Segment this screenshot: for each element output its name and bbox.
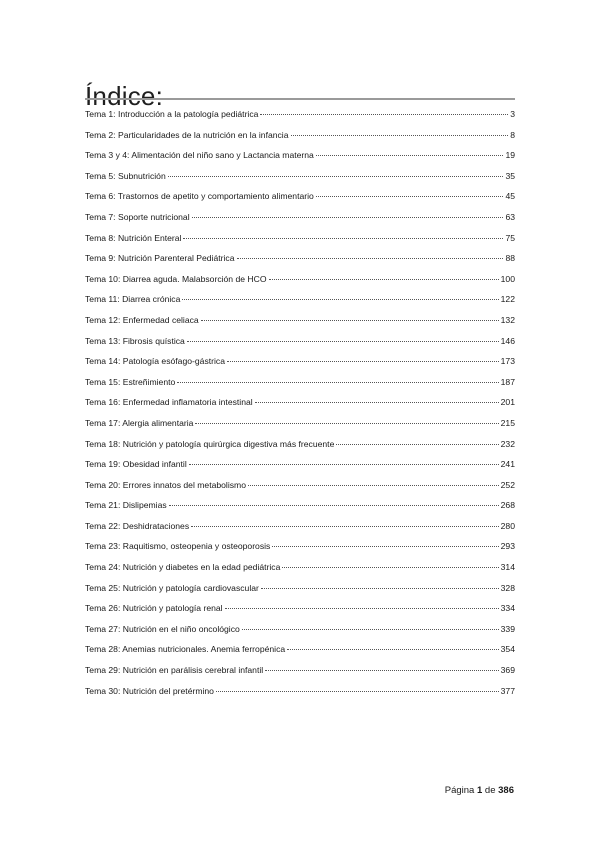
toc-entry[interactable]	[85, 458, 515, 479]
toc-entry[interactable]	[85, 582, 515, 603]
toc-entry-page-number: 241	[500, 459, 515, 470]
toc-dot-leader	[265, 663, 498, 671]
toc-dot-leader	[291, 128, 509, 136]
toc-entry-label: Tema 14: Patología esófago-gástrica	[85, 356, 225, 367]
toc-dot-leader	[227, 354, 499, 362]
footer-prefix: Página	[444, 785, 475, 796]
toc-entry-page-number: 19	[505, 150, 515, 161]
toc-entry-page-number: 377	[500, 685, 515, 696]
toc-entry[interactable]	[85, 190, 515, 211]
toc-entry-page-number: 146	[500, 335, 515, 346]
toc-dot-leader	[316, 189, 504, 197]
toc-dot-leader	[191, 519, 499, 527]
toc-dot-leader	[195, 416, 498, 424]
toc-entry[interactable]	[85, 520, 515, 541]
toc-entry[interactable]	[85, 108, 515, 129]
toc-entry-label: Tema 21: Dislipemias	[85, 500, 167, 511]
toc-entry-page-number: 122	[500, 294, 515, 305]
toc-dot-leader	[192, 210, 504, 218]
toc-entry[interactable]	[85, 623, 515, 644]
toc-entry-label: Tema 3 y 4: Alimentación del niño sano y Lactancia materna	[85, 150, 314, 161]
toc-entry-label: Tema 10: Diarrea aguda. Malabsorción de HCO	[85, 273, 267, 284]
toc-entry-page-number: 268	[500, 500, 515, 511]
toc-entry-page-number: 339	[500, 623, 515, 634]
toc-dot-leader	[282, 560, 498, 568]
toc-dot-leader	[183, 231, 503, 239]
toc-entry-page-number: 3	[510, 109, 515, 119]
toc-entry[interactable]	[85, 355, 515, 376]
toc-entry-page-number: 369	[500, 665, 515, 676]
toc-dot-leader	[187, 334, 499, 342]
table-of-contents	[85, 108, 515, 705]
toc-entry-label: Tema 12: Enfermedad celiaca	[85, 314, 199, 325]
toc-dot-leader	[182, 292, 498, 300]
toc-entry[interactable]	[85, 396, 515, 417]
toc-entry-page-number: 280	[500, 520, 515, 531]
toc-entry-page-number: 252	[500, 479, 515, 490]
toc-entry-page-number: 173	[500, 356, 515, 367]
footer-separator: de	[484, 785, 496, 796]
toc-entry-page-number: 187	[500, 376, 515, 387]
toc-entry[interactable]	[85, 664, 515, 685]
toc-entry-label: Tema 9: Nutrición Parenteral Pediátrica	[85, 253, 235, 264]
toc-entry-label: Tema 2: Particularidades de la nutrición en la infancia	[85, 129, 289, 140]
toc-entry[interactable]	[85, 314, 515, 335]
toc-entry-label: Tema 16: Enfermedad inflamatoria intestinal	[85, 397, 253, 408]
toc-entry-page-number: 314	[500, 562, 515, 573]
toc-entry-page-number: 232	[500, 438, 515, 449]
toc-entry-label: Tema 26: Nutrición y patología renal	[85, 603, 223, 614]
toc-dot-leader	[269, 272, 499, 280]
footer-current-page: 1	[476, 785, 483, 796]
toc-dot-leader	[189, 457, 499, 465]
toc-entry[interactable]	[85, 376, 515, 397]
toc-entry-label: Tema 11: Diarrea crónica	[85, 294, 181, 305]
toc-entry[interactable]	[85, 685, 515, 706]
toc-entry-label: Tema 23: Raquitismo, osteopenia y osteoporosis	[85, 541, 271, 552]
toc-entry-page-number: 63	[505, 211, 515, 222]
toc-entry-label: Tema 30: Nutrición del pretérmino	[85, 685, 214, 696]
toc-entry-label: Tema 27: Nutrición en el niño oncológico	[85, 623, 240, 634]
toc-dot-leader	[248, 478, 499, 486]
toc-dot-leader	[225, 601, 499, 609]
toc-entry[interactable]	[85, 170, 515, 191]
toc-dot-leader	[168, 169, 504, 177]
toc-entry-page-number: 88	[505, 253, 515, 264]
toc-entry-page-number: 293	[500, 541, 515, 552]
toc-entry[interactable]	[85, 540, 515, 561]
toc-entry[interactable]	[85, 643, 515, 664]
toc-entry-label: Tema 22: Deshidrataciones	[85, 520, 190, 531]
heading-divider	[85, 98, 515, 100]
toc-entry-label: Tema 19: Obesidad infantil	[85, 459, 187, 470]
toc-entry[interactable]	[85, 499, 515, 520]
toc-entry-label: Tema 25: Nutrición y patología cardiovascular	[85, 582, 259, 593]
toc-entry-label: Tema 8: Nutrición Enteral	[85, 232, 182, 243]
toc-dot-leader	[177, 375, 498, 383]
toc-entry-label: Tema 1: Introducción a la patología pediátrica	[85, 109, 259, 119]
toc-entry-page-number: 45	[505, 191, 515, 202]
page-footer	[445, 785, 514, 796]
toc-entry[interactable]	[85, 335, 515, 356]
toc-entry-page-number: 334	[500, 603, 515, 614]
toc-entry[interactable]	[85, 252, 515, 273]
toc-entry[interactable]	[85, 479, 515, 500]
toc-entry-page-number: 328	[500, 582, 515, 593]
toc-entry[interactable]	[85, 417, 515, 438]
toc-dot-leader	[201, 313, 499, 321]
toc-dot-leader	[255, 395, 499, 403]
document-page	[85, 0, 515, 848]
toc-entry[interactable]	[85, 602, 515, 623]
toc-entry-label: Tema 7: Soporte nutricional	[85, 211, 190, 222]
toc-dot-leader	[216, 684, 499, 692]
toc-entry-page-number: 75	[505, 232, 515, 243]
toc-dot-leader	[336, 437, 498, 445]
toc-dot-leader	[242, 622, 499, 630]
toc-entry[interactable]	[85, 561, 515, 582]
toc-entry-label: Tema 13: Fibrosis quística	[85, 335, 185, 346]
toc-entry-label: Tema 20: Errores innatos del metabolismo	[85, 479, 246, 490]
toc-entry-page-number: 354	[500, 644, 515, 655]
toc-entry-page-number: 215	[500, 417, 515, 428]
toc-entry-page-number: 201	[500, 397, 515, 408]
toc-entry-page-number: 8	[510, 129, 515, 140]
index-heading: Índice:	[85, 81, 164, 112]
toc-entry-label: Tema 6: Trastornos de apetito y comportamiento alimentario	[85, 191, 314, 202]
toc-dot-leader	[316, 148, 504, 156]
toc-entry-label: Tema 17: Alergia alimentaria	[85, 417, 194, 428]
toc-entry-page-number: 35	[505, 170, 515, 181]
toc-dot-leader	[169, 498, 499, 506]
toc-entry[interactable]	[85, 273, 515, 294]
toc-dot-leader	[260, 107, 508, 115]
toc-entry-label: Tema 24: Nutrición y diabetes en la edad pediátrica	[85, 562, 281, 573]
footer-total-pages: 386	[498, 785, 514, 796]
toc-entry-label: Tema 28: Anemias nutricionales. Anemia ferropénica	[85, 644, 286, 655]
toc-entry[interactable]	[85, 438, 515, 459]
toc-dot-leader	[261, 581, 499, 589]
toc-entry-label: Tema 5: Subnutrición	[85, 170, 166, 181]
toc-dot-leader	[237, 251, 504, 259]
toc-entry-page-number: 100	[500, 273, 515, 284]
toc-entry[interactable]	[85, 129, 515, 150]
toc-entry[interactable]	[85, 149, 515, 170]
toc-entry-label: Tema 18: Nutrición y patología quirúrgica digestiva más frecuente	[85, 438, 335, 449]
toc-entry-label: Tema 29: Nutrición en parálisis cerebral infantil	[85, 665, 264, 676]
toc-entry[interactable]	[85, 232, 515, 253]
toc-entry-label: Tema 15: Estreñimiento	[85, 376, 176, 387]
toc-entry[interactable]	[85, 293, 515, 314]
toc-dot-leader	[287, 642, 499, 650]
toc-dot-leader	[272, 539, 498, 547]
toc-entry[interactable]	[85, 211, 515, 232]
toc-entry-page-number: 132	[500, 314, 515, 325]
